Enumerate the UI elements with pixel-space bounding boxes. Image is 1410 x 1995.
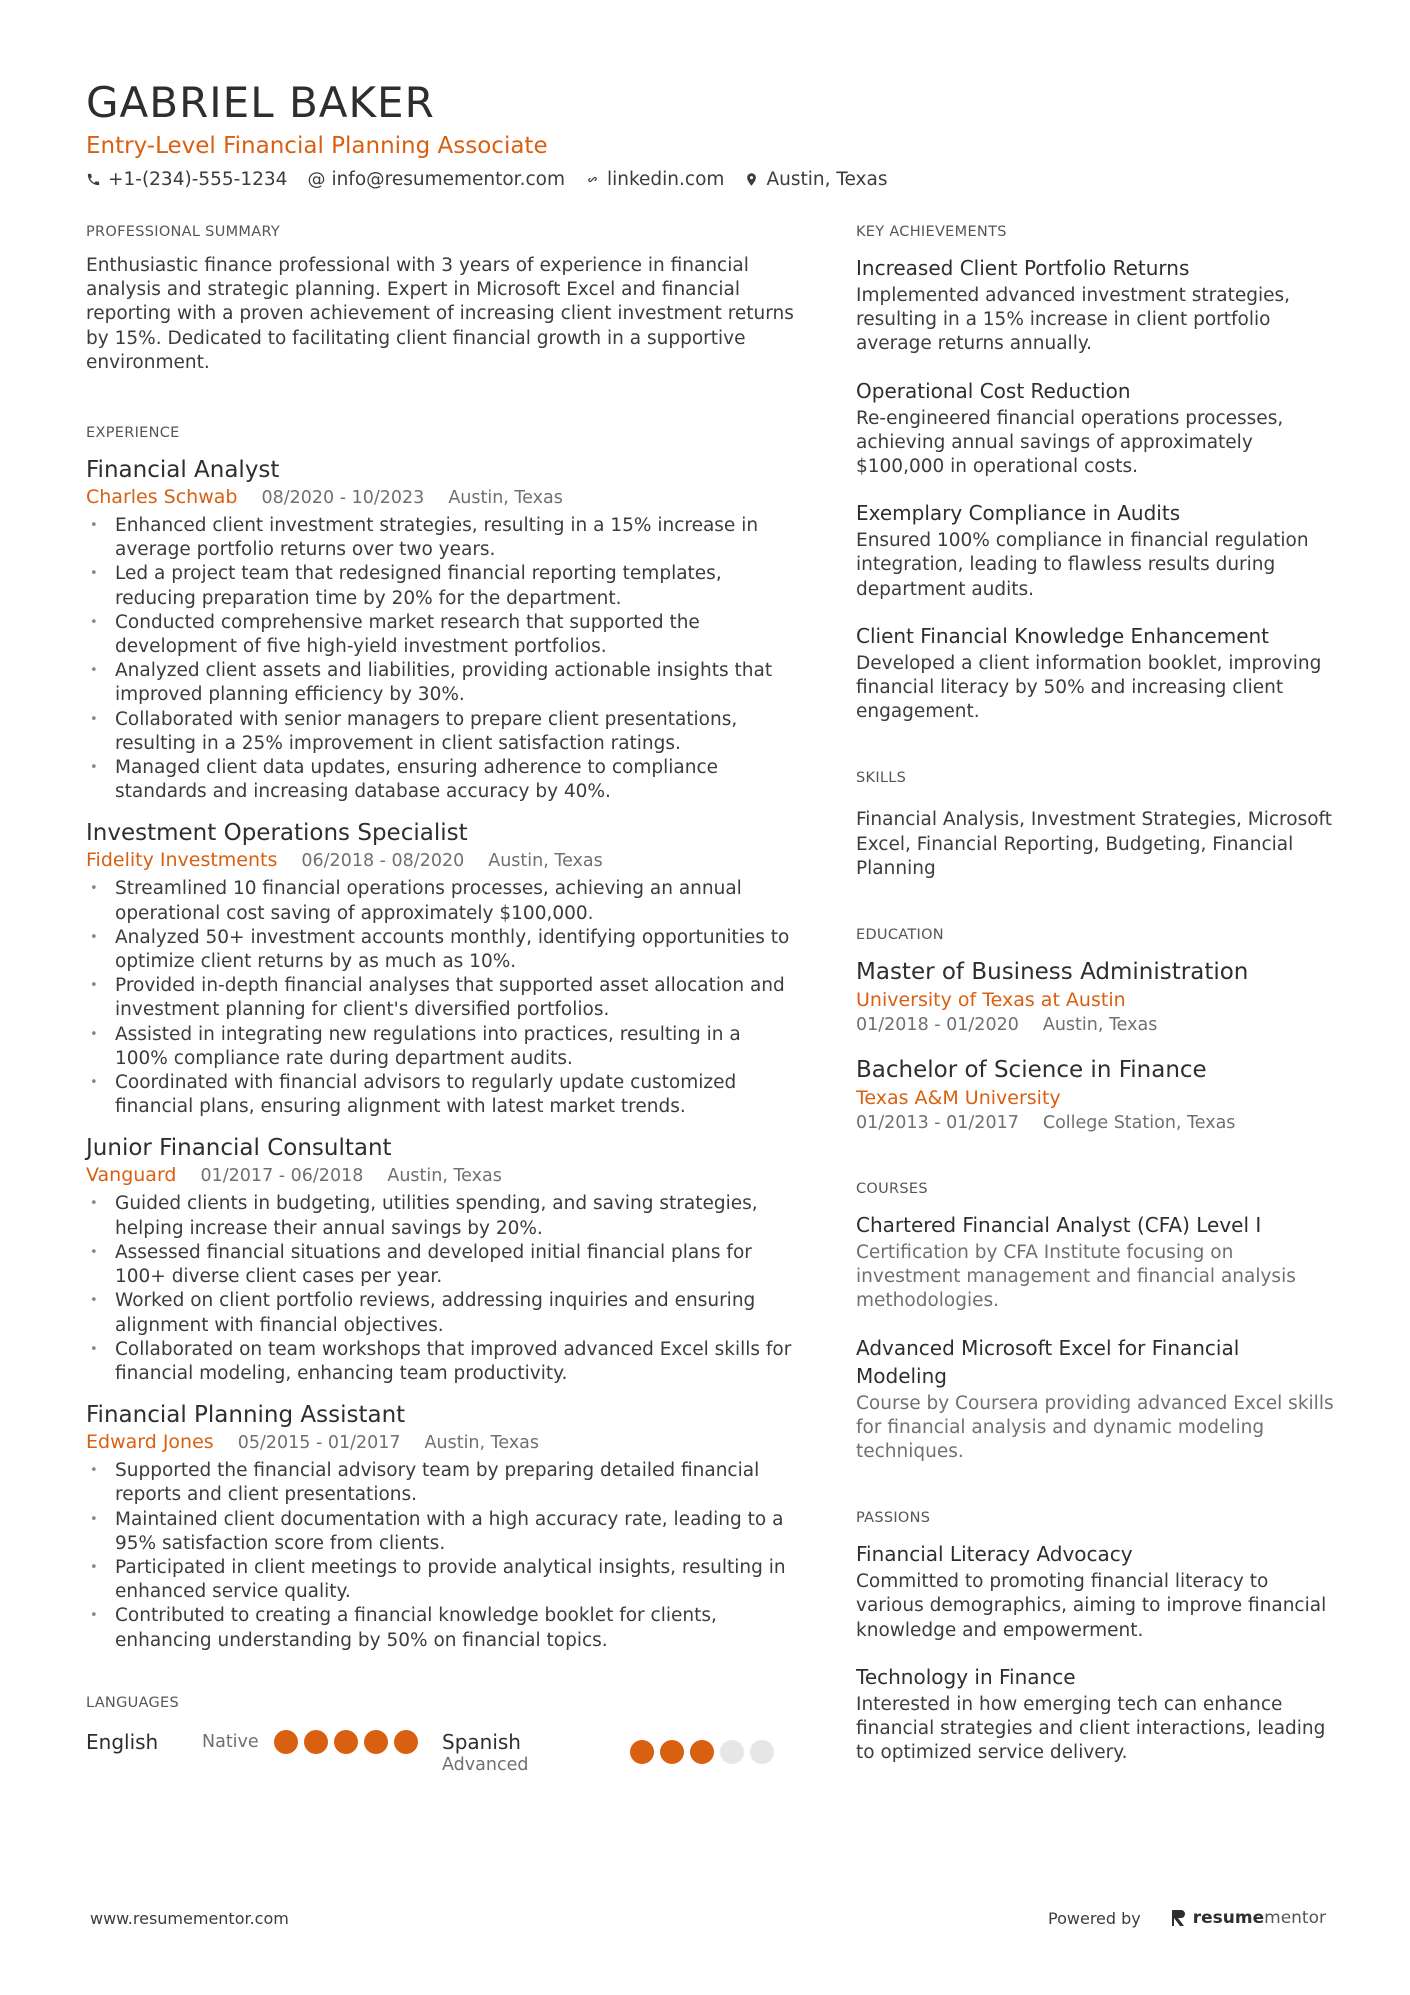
rating-dot xyxy=(720,1740,744,1764)
job-dates: 06/2018 - 08/2020 xyxy=(301,851,465,872)
rating-dot xyxy=(394,1730,418,1754)
skills-heading: SKILLS xyxy=(856,770,907,787)
right-column xyxy=(856,222,1336,1765)
passion-title: Financial Literacy Advocacy xyxy=(856,1542,1133,1567)
job-bullet: • Participated in client meetings to provide analytical insights, resulting in enhanced service quality. xyxy=(86,1556,798,1604)
job-entry xyxy=(86,455,798,804)
powered-by-label: Powered by xyxy=(1048,1908,1141,1928)
achievement-text: Re-engineered financial operations processes, achieving annual savings of approximately $100,000 in operational costs. xyxy=(856,407,1284,478)
job-bullet: • Assessed financial situations and developed initial financial plans for 100+ diverse client cases per year. xyxy=(86,1241,798,1289)
rating-dot xyxy=(274,1730,298,1754)
job-bullet: • Collaborated with senior managers to prepare client presentations, resulting in a 25% improvement in client satisfaction ratings. xyxy=(86,708,798,756)
job-bullet-list xyxy=(86,1459,798,1653)
job-meta xyxy=(86,848,798,873)
language-rating xyxy=(274,1730,424,1754)
contact-bar xyxy=(86,165,1326,193)
job-bullet: • Streamlined 10 financial operations processes, achieving an annual operational cost saving of approximately $100,000. xyxy=(86,877,798,925)
job-entry xyxy=(86,818,798,1119)
language-item xyxy=(86,1729,442,1755)
education-heading: EDUCATION xyxy=(856,927,944,944)
course-text: Certification by CFA Institute focusing on investment management and financial analysis methodologies. xyxy=(856,1242,1296,1312)
passion-item xyxy=(856,1663,1336,1766)
experience-heading: EXPERIENCE xyxy=(86,425,180,442)
education-dates: 01/2013 - 01/2017 xyxy=(856,1113,1019,1134)
job-bullet: • Enhanced client investment strategies, resulting in a 15% increase in average portfolio returns over two years. xyxy=(86,514,798,562)
job-bullet: • Led a project team that redesigned financial reporting templates, reducing preparation time by 20% for the department. xyxy=(86,562,798,610)
language-level: Native xyxy=(202,1731,259,1752)
summary-text: Enthusiastic finance professional with 3 years of experience in financial analysis and strategic planning. Expert in Microsoft Excel and financial reporting with a proven achievement of increasing client investment returns by 15%. Dedicated to facilitating client financial growth in a supportive environment. xyxy=(86,255,794,373)
phone-text: +1-(234)-555-1234 xyxy=(108,168,288,190)
job-bullet-list xyxy=(86,877,798,1119)
passion-text: Interested in how emerging tech can enhance financial strategies and client interactions, leading to optimized service delivery. xyxy=(856,1693,1326,1764)
rating-dot xyxy=(334,1730,358,1754)
languages-section xyxy=(86,1693,798,1775)
achievement-title: Operational Cost Reduction xyxy=(856,378,1131,403)
job-bullet: • Conducted comprehensive market research that supported the development of five high-yield investment portfolios. xyxy=(86,611,798,659)
contact-phone[interactable] xyxy=(86,169,287,190)
achievement-title: Exemplary Compliance in Audits xyxy=(856,501,1181,526)
course-text: Course by Coursera providing advanced Excel skills for financial analysis and dynamic modeling techniques. xyxy=(856,1392,1334,1463)
job-bullet: • Contributed to creating a financial knowledge booklet for clients, enhancing understanding by 50% on financial topics. xyxy=(86,1604,798,1652)
course-list xyxy=(856,1211,1336,1464)
job-title: Financial Planning Assistant xyxy=(86,1402,406,1429)
job-location: Austin, Texas xyxy=(448,488,563,509)
language-rating xyxy=(630,1740,780,1764)
passion-list xyxy=(856,1540,1336,1765)
rating-dot xyxy=(364,1730,388,1754)
job-bullet: • Guided clients in budgeting, utilities spending, and saving strategies, helping increase their annual savings by 20%. xyxy=(86,1192,798,1240)
job-company: Fidelity Investments xyxy=(86,849,278,872)
language-level: Advanced xyxy=(442,1754,529,1775)
education-location: College Station, Texas xyxy=(1042,1113,1236,1134)
education-section xyxy=(856,925,1336,1135)
education-list xyxy=(856,957,1336,1135)
job-bullet: • Maintained client documentation with a high accuracy rate, leading to a 95% satisfaction score from clients. xyxy=(86,1508,798,1556)
location-text: Austin, Texas xyxy=(766,168,888,190)
language-name: Spanish xyxy=(442,1729,521,1754)
achievement-title: Client Financial Knowledge Enhancement xyxy=(856,623,1270,648)
job-bullet: • Assisted in integrating new regulations into practices, resulting in a 100% compliance rate during department audits. xyxy=(86,1023,798,1071)
achievement-text: Implemented advanced investment strategies, resulting in a 15% increase in client portfolio average returns annually. xyxy=(856,285,1291,355)
achievements-section xyxy=(856,222,1336,724)
rating-dot xyxy=(630,1740,654,1764)
job-company: Edward Jones xyxy=(86,1431,214,1454)
course-title: Chartered Financial Analyst (CFA) Level I xyxy=(856,1213,1262,1238)
job-entry xyxy=(86,1400,798,1653)
brand-bold: resume xyxy=(1192,1908,1265,1928)
job-location: Austin, Texas xyxy=(387,1166,502,1187)
resumementor-logo-icon xyxy=(1171,1909,1187,1927)
education-meta xyxy=(856,1013,1336,1037)
footer-url[interactable]: www.resumementor.com xyxy=(90,1908,289,1928)
language-item xyxy=(442,1729,798,1775)
language-list xyxy=(86,1729,798,1775)
phone-icon xyxy=(86,172,101,187)
achievement-item xyxy=(856,499,1336,602)
job-dates: 08/2020 - 10/2023 xyxy=(261,488,425,509)
job-company: Charles Schwab xyxy=(86,486,238,509)
education-meta xyxy=(856,1111,1336,1135)
education-dates: 01/2018 - 01/2020 xyxy=(856,1015,1019,1036)
link-icon xyxy=(585,172,600,187)
email-text: info@resumementor.com xyxy=(331,168,565,190)
job-title: Investment Operations Specialist xyxy=(86,820,468,847)
skills-text: Financial Analysis, Investment Strategies, Microsoft Excel, Financial Reporting, Budgeting, Financial Planning xyxy=(856,809,1332,879)
left-column xyxy=(86,222,798,1775)
page-footer xyxy=(90,1908,1326,1928)
skills-section xyxy=(856,768,1336,881)
courses-heading: COURSES xyxy=(856,1181,928,1198)
language-text xyxy=(442,1729,630,1775)
location-pin-icon xyxy=(744,172,759,187)
job-title: Financial Analyst xyxy=(86,457,280,484)
candidate-title: Entry-Level Financial Planning Associate xyxy=(86,133,548,159)
job-bullet: • Supported the financial advisory team by preparing detailed financial reports and client presentations. xyxy=(86,1459,798,1507)
resume-header xyxy=(86,78,1326,193)
job-bullet: • Worked on client portfolio reviews, addressing inquiries and ensuring alignment with financial objectives. xyxy=(86,1289,798,1337)
job-bullet: • Provided in-depth financial analyses that supported asset allocation and investment planning for client's diversified portfolios. xyxy=(86,974,798,1022)
rating-dot xyxy=(304,1730,328,1754)
achievement-item xyxy=(856,377,1336,480)
achievement-text: Ensured 100% compliance in financial regulation integration, leading to flawless results during department audits. xyxy=(856,530,1309,600)
achievement-list xyxy=(856,254,1336,724)
languages-heading: LANGUAGES xyxy=(86,1694,179,1711)
job-bullet: • Coordinated with financial advisors to regularly update customized financial plans, ensuring alignment with latest market trends. xyxy=(86,1071,798,1119)
education-school: University of Texas at Austin xyxy=(856,989,1126,1012)
job-meta xyxy=(86,1430,798,1455)
job-meta xyxy=(86,485,798,510)
job-dates: 05/2015 - 01/2017 xyxy=(237,1433,401,1454)
education-item xyxy=(856,1055,1336,1135)
course-title: Advanced Microsoft Excel for Financial Modeling xyxy=(856,1335,1240,1388)
job-title: Junior Financial Consultant xyxy=(86,1135,392,1162)
job-meta xyxy=(86,1163,798,1188)
course-item xyxy=(856,1211,1336,1314)
footer-branding xyxy=(1048,1908,1326,1928)
courses-section xyxy=(856,1179,1336,1464)
rating-dot xyxy=(750,1740,774,1764)
job-bullet: • Analyzed 50+ investment accounts monthly, identifying opportunities to optimize client returns by as much as 10%. xyxy=(86,926,798,974)
linkedin-text: linkedin.com xyxy=(606,168,725,190)
job-bullet: • Analyzed client assets and liabilities, providing actionable insights that improved planning efficiency by 30%. xyxy=(86,659,798,707)
language-name: English xyxy=(86,1729,159,1754)
passion-item xyxy=(856,1540,1336,1643)
at-icon: @ xyxy=(307,168,326,190)
job-bullet: • Collaborated on team workshops that improved advanced Excel skills for financial modeling, enhancing team productivity. xyxy=(86,1338,798,1386)
education-degree: Master of Business Administration xyxy=(856,959,1249,986)
rating-dot xyxy=(690,1740,714,1764)
education-degree: Bachelor of Science in Finance xyxy=(856,1057,1207,1084)
passions-heading: PASSIONS xyxy=(856,1510,931,1527)
summary-heading: PROFESSIONAL SUMMARY xyxy=(86,224,281,240)
achievement-title: Increased Client Portfolio Returns xyxy=(856,256,1190,280)
contact-location xyxy=(744,169,887,190)
job-company: Vanguard xyxy=(86,1164,177,1187)
achievement-text: Developed a client information booklet, improving financial literacy by 50% and increasing client engagement. xyxy=(856,652,1322,723)
job-bullet-list xyxy=(86,514,798,804)
education-item xyxy=(856,957,1336,1037)
job-bullet: • Managed client data updates, ensuring adherence to compliance standards and increasing database accuracy by 40%. xyxy=(86,756,798,804)
achievement-item xyxy=(856,622,1336,725)
job-entry xyxy=(86,1133,798,1386)
job-dates: 01/2017 - 06/2018 xyxy=(200,1166,364,1187)
passion-text: Committed to promoting financial literacy to various demographics, aiming to improve financial knowledge and empowerment. xyxy=(856,1571,1327,1641)
job-location: Austin, Texas xyxy=(488,851,603,872)
achievement-item xyxy=(856,254,1336,357)
contact-linkedin[interactable] xyxy=(585,169,724,190)
job-location: Austin, Texas xyxy=(424,1433,540,1454)
candidate-name: GABRIEL BAKER xyxy=(86,78,435,127)
rating-dot xyxy=(660,1740,684,1764)
brand-logo[interactable] xyxy=(1171,1908,1326,1928)
education-location: Austin, Texas xyxy=(1042,1015,1158,1036)
job-bullet-list xyxy=(86,1192,798,1386)
contact-email[interactable] xyxy=(307,169,565,190)
summary-section xyxy=(86,222,798,375)
education-school: Texas A&M University xyxy=(856,1087,1061,1110)
brand-rest: mentor xyxy=(1264,1908,1326,1928)
achievements-heading: KEY ACHIEVEMENTS xyxy=(856,224,1007,240)
passions-section xyxy=(856,1508,1336,1765)
passion-title: Technology in Finance xyxy=(856,1664,1076,1689)
course-item xyxy=(856,1334,1336,1465)
job-list xyxy=(86,455,798,1653)
experience-section xyxy=(86,423,798,1653)
